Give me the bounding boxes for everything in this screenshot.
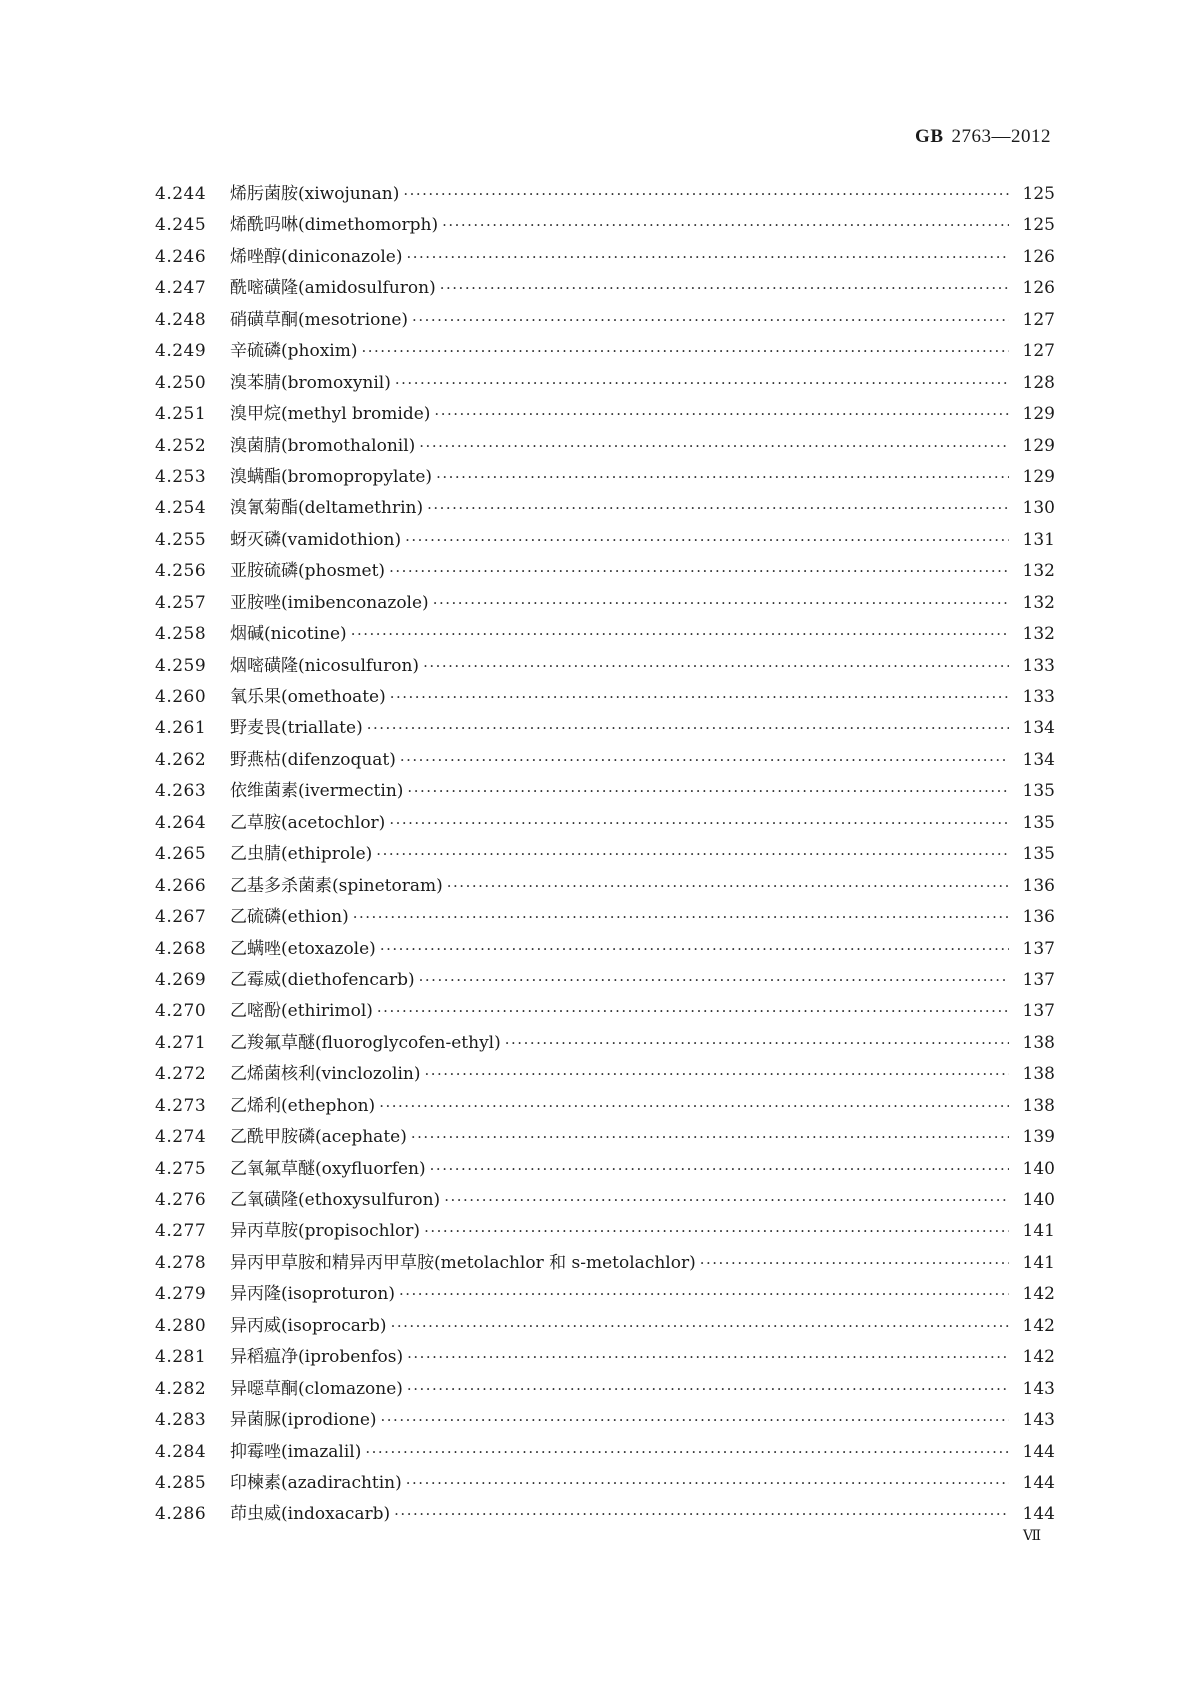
dot-leader [361,344,1009,361]
dot-leader [380,942,1009,959]
toc-entry-title: 抑霉唑(imazalil) [230,1441,362,1462]
toc-entry-page: 133 [1022,687,1055,707]
toc-entry-number: 4.274 [155,1127,207,1148]
toc-entry[interactable] [155,902,1055,933]
dot-leader [390,690,1009,707]
toc-entry-number: 4.258 [155,624,207,645]
toc-entry-number: 4.286 [155,1504,207,1525]
toc-entry-title: 硝磺草酮(mesotrione) [230,309,409,330]
toc-entry-page: 126 [1022,278,1055,299]
toc-entry[interactable] [155,1468,1055,1499]
toc-entry[interactable] [155,556,1055,587]
toc-entry-title: 乙烯利(ethephon) [230,1095,376,1116]
toc-entry-number: 4.272 [155,1064,207,1085]
toc-entry-page: 140 [1022,1158,1055,1179]
toc-entry-page: 142 [1022,1284,1055,1305]
toc-entry[interactable] [155,399,1055,430]
toc-entry-page: 135 [1022,812,1055,833]
toc-entry-page: 125 [1022,184,1055,204]
toc-entry-number: 4.266 [155,875,207,896]
dot-leader [351,627,1009,644]
toc-entry-title: 乙草胺(acetochlor) [230,812,386,833]
toc-entry-number: 4.247 [155,278,207,299]
dot-leader [353,910,1009,927]
dot-leader [403,187,1009,204]
dot-leader [430,1162,1009,1179]
dot-leader [419,439,1009,456]
dot-leader [433,596,1009,613]
toc-entry-page: 140 [1022,1190,1055,1210]
toc-entry-page: 127 [1022,309,1055,330]
dot-leader [434,407,1009,424]
standard-number: 2763—2012 [951,126,1051,147]
toc-entry-page: 126 [1022,246,1055,267]
toc-entry-title: 乙氧磺隆(ethoxysulfuron) [230,1190,441,1210]
toc-entry[interactable] [155,619,1055,650]
toc-entry-page: 142 [1022,1347,1055,1368]
toc-entry[interactable] [155,871,1055,902]
toc-entry-number: 4.259 [155,655,207,676]
toc-entry-number: 4.246 [155,246,207,267]
toc-entry-title: 烟碱(nicotine) [230,624,347,645]
toc-entry-number: 4.254 [155,498,207,519]
toc-entry[interactable] [155,1342,1055,1373]
toc-entry-number: 4.275 [155,1158,207,1179]
toc-entry-title: 乙羧氟草醚(fluoroglycofen-ethyl) [230,1032,501,1053]
toc-entry-number: 4.270 [155,1001,207,1022]
toc-entry-title: 亚胺唑(imibenconazole) [230,592,429,613]
toc-entry-number: 4.269 [155,969,207,990]
toc-entry-page: 132 [1022,592,1055,613]
toc-entry-page: 141 [1022,1221,1055,1242]
toc-entry-number: 4.276 [155,1190,207,1210]
toc-entry-page: 125 [1022,215,1055,236]
toc-entry-title: 酰嘧磺隆(amidosulfuron) [230,278,436,299]
toc-entry[interactable] [155,1185,1055,1216]
toc-entry[interactable] [155,493,1055,524]
toc-entry-page: 133 [1022,655,1055,676]
toc-entry-title: 溴甲烷(methyl bromide) [230,404,431,425]
dot-leader [424,1067,1009,1084]
toc-entry-page: 129 [1022,466,1055,487]
toc-entry-page: 132 [1022,561,1055,582]
dot-leader [377,1004,1009,1021]
dot-leader [436,470,1009,487]
dot-leader [447,879,1009,896]
toc-entry-page: 129 [1022,435,1055,456]
toc-entry-title: 溴螨酯(bromopropylate) [230,466,433,487]
toc-entry-number: 4.249 [155,341,207,362]
toc-entry-title: 烯酰吗啉(dimethomorph) [230,215,439,236]
toc-entry-page: 139 [1022,1127,1055,1148]
toc-entry-title: 异丙甲草胺和精异丙甲草胺(metolachlor 和 s-metolachlor) [230,1252,696,1273]
toc-entry-page: 137 [1022,938,1055,959]
toc-entry[interactable] [155,682,1055,713]
toc-entry-number: 4.267 [155,907,207,928]
toc-entry-page: 131 [1022,529,1055,550]
dot-leader [424,1224,1009,1241]
toc-entry[interactable] [155,745,1055,776]
toc-entry[interactable] [155,179,1055,210]
dot-leader [407,1382,1009,1399]
toc-entry-number: 4.252 [155,435,207,456]
toc-entry-number: 4.280 [155,1315,207,1336]
toc-entry-number: 4.255 [155,529,207,550]
toc-entry-number: 4.253 [155,466,207,487]
toc-entry-title: 乙螨唑(etoxazole) [230,938,376,959]
dot-leader [444,1193,1009,1210]
toc-entry-number: 4.283 [155,1410,207,1431]
toc-entry-title: 烯肟菌胺(xiwojunan) [230,184,400,204]
toc-entry[interactable] [155,305,1055,336]
toc-entry[interactable] [155,1311,1055,1342]
toc-entry-number: 4.282 [155,1378,207,1399]
dot-leader [389,816,1009,833]
dot-leader [505,1036,1009,1053]
toc-entry-title: 氧乐果(omethoate) [230,687,386,707]
toc-entry-page: 132 [1022,624,1055,645]
dot-leader [419,973,1009,990]
dot-leader [391,1319,1009,1336]
toc-entry[interactable] [155,1437,1055,1468]
dot-leader [411,1130,1009,1147]
toc-entry-number: 4.279 [155,1284,207,1305]
toc-entry[interactable] [155,965,1055,996]
toc-entry[interactable] [155,808,1055,839]
toc-entry[interactable] [155,1122,1055,1153]
dot-leader [394,1507,1009,1524]
toc-entry-title: 烟嘧磺隆(nicosulfuron) [230,655,420,676]
toc-entry[interactable] [155,1279,1055,1310]
toc-entry[interactable] [155,1091,1055,1122]
toc-entry-page: 143 [1022,1378,1055,1399]
toc-entry-title: 茚虫威(indoxacarb) [230,1504,391,1525]
toc-entry-number: 4.284 [155,1441,207,1462]
toc-entry-number: 4.245 [155,215,207,236]
toc-entry[interactable] [155,431,1055,462]
toc-entry-number: 4.271 [155,1032,207,1053]
toc-entry[interactable] [155,651,1055,682]
dot-leader [381,1413,1009,1430]
toc-entry[interactable] [155,1248,1055,1279]
toc-entry-title: 印楝素(azadirachtin) [230,1472,402,1493]
toc-entry[interactable] [155,713,1055,744]
toc-entry[interactable] [155,996,1055,1027]
dot-leader [379,1099,1009,1116]
dot-leader [376,847,1009,864]
toc-entry-number: 4.268 [155,938,207,959]
toc-entry[interactable] [155,525,1055,556]
toc-entry-number: 4.277 [155,1221,207,1242]
toc-entry[interactable] [155,462,1055,493]
toc-entry-title: 野麦畏(triallate) [230,718,363,739]
toc-entry-number: 4.262 [155,749,207,770]
toc-entry-title: 异菌脲(iprodione) [230,1410,377,1431]
table-of-contents [155,179,1055,1531]
toc-entry-title: 乙基多杀菌素(spinetoram) [230,875,443,896]
toc-entry-title: 异丙威(isoprocarb) [230,1315,387,1336]
toc-entry-title: 异丙草胺(propisochlor) [230,1221,421,1242]
toc-entry-page: 134 [1022,749,1055,770]
toc-entry-title: 乙酰甲胺磷(acephate) [230,1127,407,1148]
toc-entry[interactable] [155,1059,1055,1090]
toc-entry-title: 蚜灭磷(vamidothion) [230,529,402,550]
toc-entry[interactable] [155,588,1055,619]
toc-entry-title: 乙嘧酚(ethirimol) [230,1001,373,1022]
toc-entry-page: 130 [1022,498,1055,519]
toc-entry[interactable] [155,273,1055,304]
toc-entry-title: 溴氰菊酯(deltamethrin) [230,498,424,519]
standard-prefix: GB [915,126,944,147]
toc-entry-number: 4.244 [155,184,207,204]
toc-entry[interactable] [155,1499,1055,1530]
toc-entry-number: 4.256 [155,561,207,582]
toc-entry-page: 127 [1022,341,1055,362]
toc-entry-page: 138 [1022,1032,1055,1053]
toc-entry-page: 137 [1022,1001,1055,1022]
toc-entry-number: 4.285 [155,1472,207,1493]
toc-entry-page: 135 [1022,844,1055,865]
toc-entry-title: 乙氧氟草醚(oxyfluorfen) [230,1158,426,1179]
page-number: Ⅶ [1023,1528,1041,1544]
toc-entry-number: 4.257 [155,592,207,613]
toc-entry-page: 135 [1022,781,1055,802]
toc-entry-number: 4.264 [155,812,207,833]
toc-entry[interactable] [155,1216,1055,1247]
toc-entry[interactable] [155,934,1055,965]
toc-entry[interactable] [155,368,1055,399]
toc-entry-number: 4.260 [155,687,207,707]
toc-entry[interactable] [155,1405,1055,1436]
toc-entry-title: 乙硫磷(ethion) [230,907,349,928]
toc-entry[interactable] [155,336,1055,367]
dot-leader [365,1445,1009,1462]
dot-leader [407,250,1010,267]
toc-entry[interactable] [155,1028,1055,1059]
toc-entry-page: 136 [1022,875,1055,896]
dot-leader [367,721,1009,738]
toc-entry-title: 乙霉威(diethofencarb) [230,969,415,990]
toc-entry-page: 137 [1022,969,1055,990]
toc-entry-page: 134 [1022,718,1055,739]
toc-entry-title: 异丙隆(isoproturon) [230,1284,395,1305]
toc-entry-page: 138 [1022,1095,1055,1116]
toc-entry-title: 乙烯菌核利(vinclozolin) [230,1064,421,1085]
toc-entry[interactable] [155,242,1055,273]
toc-entry-number: 4.265 [155,844,207,865]
toc-entry-number: 4.250 [155,372,207,393]
dot-leader [412,313,1009,330]
toc-entry-title: 溴菌腈(bromothalonil) [230,435,416,456]
toc-entry-title: 乙虫腈(ethiprole) [230,844,373,865]
dot-leader [399,1287,1009,1304]
toc-entry-number: 4.263 [155,781,207,802]
toc-entry-page: 141 [1022,1252,1055,1273]
toc-entry-page: 138 [1022,1064,1055,1085]
toc-entry-page: 128 [1022,372,1055,393]
toc-entry-number: 4.273 [155,1095,207,1116]
toc-entry-page: 129 [1022,404,1055,425]
dot-leader [405,533,1009,550]
toc-entry-title: 异稻瘟净(iprobenfos) [230,1347,404,1368]
dot-leader [407,784,1009,801]
dot-leader [423,659,1009,676]
toc-entry-title: 辛硫磷(phoxim) [230,341,358,362]
toc-entry-title: 溴苯腈(bromoxynil) [230,372,391,393]
toc-entry-page: 144 [1022,1504,1055,1525]
standard-header [915,126,1051,148]
toc-entry-number: 4.261 [155,718,207,739]
toc-entry-number: 4.278 [155,1252,207,1273]
toc-entry-page: 143 [1022,1410,1055,1431]
toc-entry[interactable] [155,1374,1055,1405]
toc-entry-page: 144 [1022,1441,1055,1462]
dot-leader [700,1256,1009,1273]
toc-entry[interactable] [155,776,1055,807]
toc-entry-page: 144 [1022,1472,1055,1493]
dot-leader [395,376,1009,393]
toc-entry-title: 野燕枯(difenzoquat) [230,749,396,770]
dot-leader [407,1350,1009,1367]
toc-entry-page: 142 [1022,1315,1055,1336]
dot-leader [400,753,1009,770]
toc-entry-number: 4.248 [155,309,207,330]
toc-entry[interactable] [155,210,1055,241]
toc-entry-number: 4.251 [155,404,207,425]
dot-leader [406,1476,1009,1493]
toc-entry-title: 异噁草酮(clomazone) [230,1378,403,1399]
toc-entry-page: 136 [1022,907,1055,928]
toc-entry-title: 烯唑醇(diniconazole) [230,246,403,267]
toc-entry[interactable] [155,1154,1055,1185]
dot-leader [427,501,1009,518]
toc-entry-number: 4.281 [155,1347,207,1368]
toc-entry[interactable] [155,839,1055,870]
dot-leader [389,564,1009,581]
dot-leader [440,281,1009,298]
dot-leader [442,218,1009,235]
toc-entry-title: 亚胺硫磷(phosmet) [230,561,386,582]
toc-entry-title: 依维菌素(ivermectin) [230,781,404,802]
